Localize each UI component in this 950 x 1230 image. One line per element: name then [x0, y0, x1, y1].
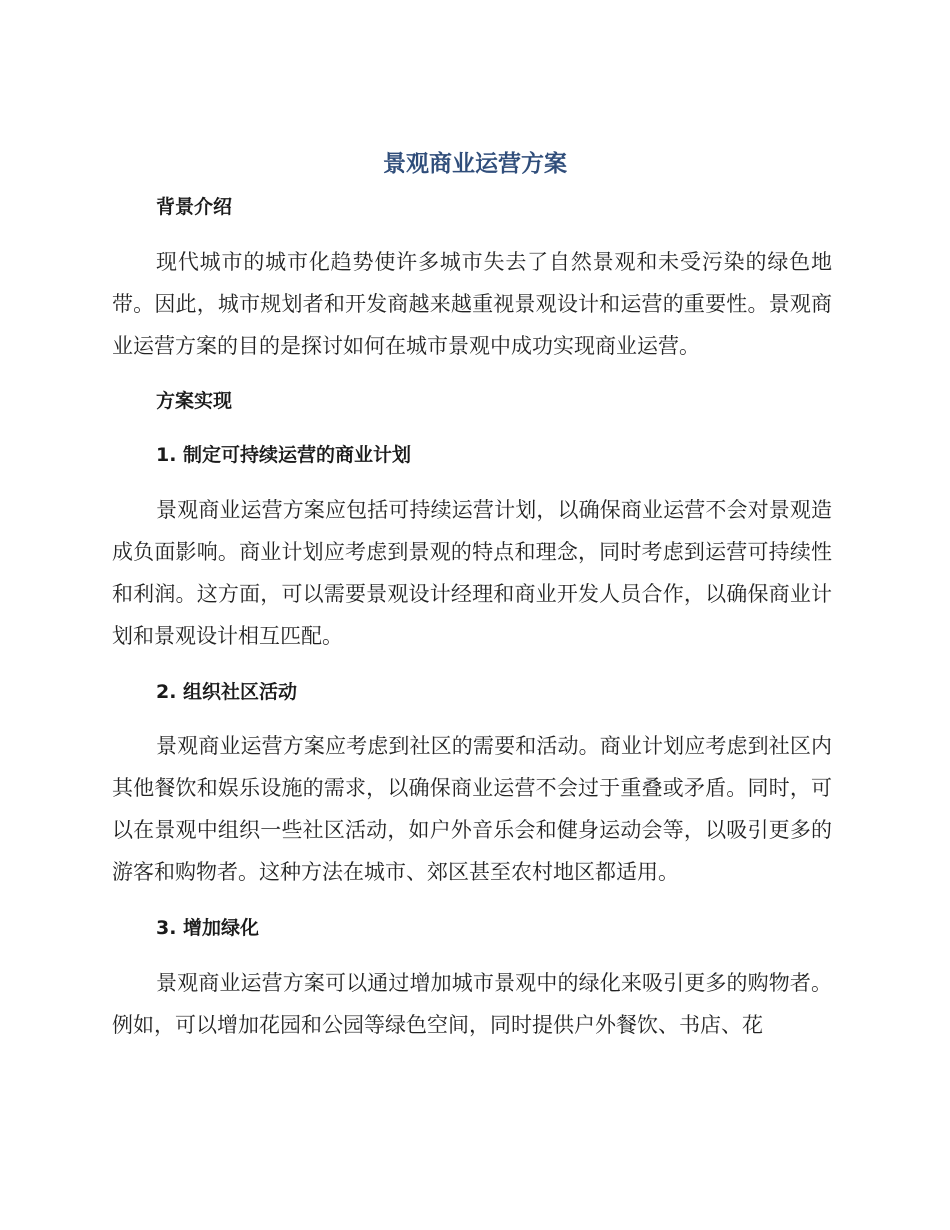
paragraph-business-plan: 景观商业运营方案应包括可持续运营计划，以确保商业运营不会对景观造成负面影响。商业计划应考虑到景观的特点和理念，同时考虑到运营可持续性和利润。这方面，可以需要景观设计经理和商业开发人员合作，以确保商业计划和景观设计相互匹配。: [112, 498, 832, 648]
subheading-business-plan: 1. 制定可持续运营的商业计划: [156, 444, 412, 466]
subheading-greening: 3. 增加绿化: [156, 917, 260, 939]
section-heading-background: 背景介绍: [156, 196, 233, 218]
paragraph-greening: 景观商业运营方案可以通过增加城市景观中的绿化来吸引更多的购物者。例如，可以增加花园和公园等绿色空间，同时提供户外餐饮、书店、花: [112, 971, 832, 1037]
document-title: 景观商业运营方案: [383, 151, 567, 177]
paragraph-background: 现代城市的城市化趋势使许多城市失去了自然景观和未受污染的绿色地带。因此，城市规划者和开发商越来越重视景观设计和运营的重要性。景观商业运营方案的目的是探讨如何在城市景观中成功实现商业运营。: [112, 250, 832, 358]
section-heading-implementation: 方案实现: [156, 390, 233, 412]
subheading-community-activities: 2. 组织社区活动: [156, 681, 298, 703]
paragraph-community-activities: 景观商业运营方案应考虑到社区的需要和活动。商业计划应考虑到社区内其他餐饮和娱乐设施的需求，以确保商业运营不会过于重叠或矛盾。同时，可以在景观中组织一些社区活动，如户外音乐会和健身运动会等，以吸引更多的游客和购物者。这种方法在城市、郊区甚至农村地区都适用。: [112, 734, 832, 884]
